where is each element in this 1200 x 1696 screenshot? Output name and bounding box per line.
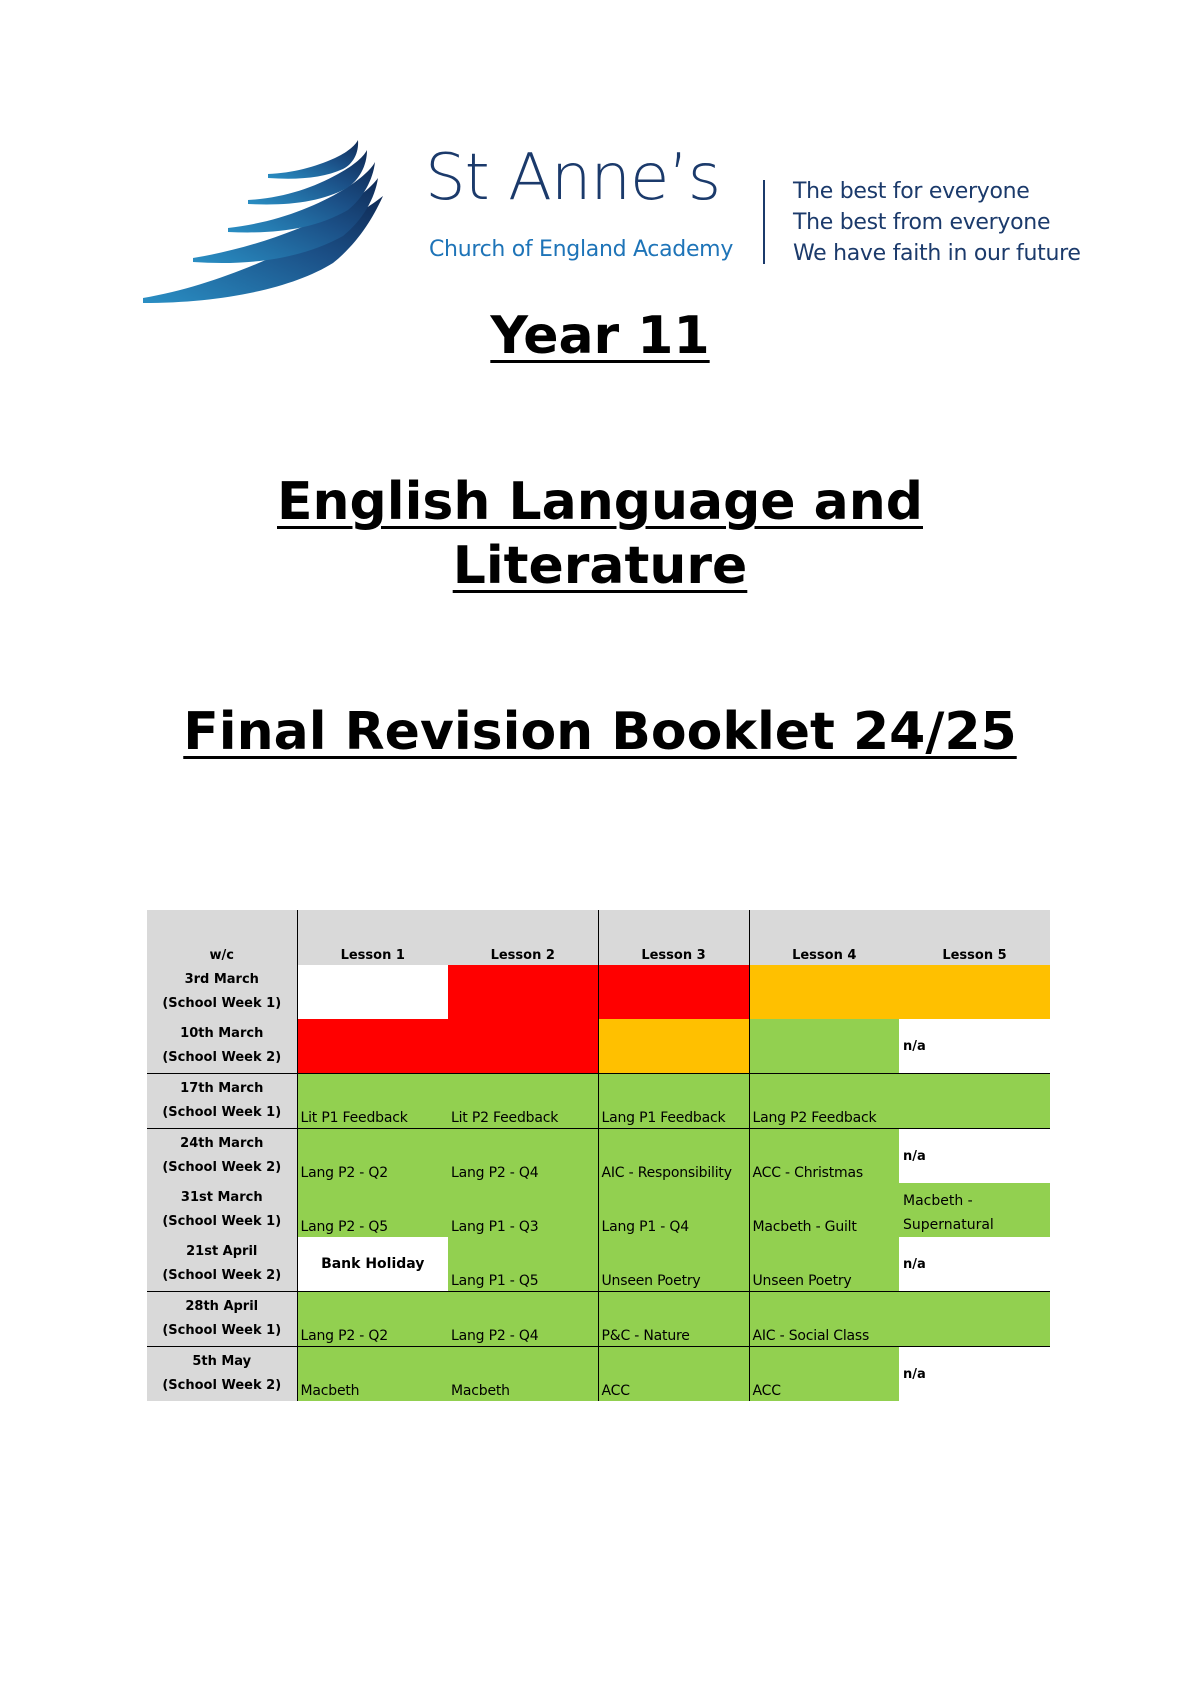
- week-label: (School Week 2): [162, 1160, 282, 1175]
- lesson-cell: Lang P2 - Q5: [297, 1183, 448, 1237]
- lesson-cell: AIC - Social Class: [749, 1292, 899, 1347]
- subject-title-line2: Literature: [452, 536, 748, 596]
- week-label: (School Week 1): [162, 1323, 282, 1338]
- header-lesson-3: Lesson 3: [598, 910, 749, 965]
- lesson-cell: [749, 1019, 899, 1074]
- table-row: [147, 1019, 1050, 1074]
- lesson-cell: Lang P2 - Q2: [297, 1129, 448, 1184]
- lesson-cell: n/a: [899, 1019, 1050, 1074]
- table-row: [147, 965, 1050, 1019]
- logo-mottos: [793, 176, 1081, 269]
- week-date: 10th March: [180, 1026, 264, 1041]
- lesson-cell: n/a: [899, 1237, 1050, 1292]
- lesson-cell: Lang P1 - Q4: [598, 1183, 749, 1237]
- lesson-cell: Unseen Poetry: [598, 1237, 749, 1292]
- lesson-cell: Lang P2 Feedback: [749, 1074, 899, 1129]
- motto-line: We have faith in our future: [793, 241, 1081, 266]
- lesson-cell: Unseen Poetry: [749, 1237, 899, 1292]
- lesson-cell: Lang P1 Feedback: [598, 1074, 749, 1129]
- lesson-cell: Lang P2 - Q4: [448, 1129, 598, 1184]
- lesson-cell: ACC - Christmas: [749, 1129, 899, 1184]
- lesson-cell: Lang P2 - Q4: [448, 1292, 598, 1347]
- week-date: 28th April: [185, 1299, 259, 1314]
- week-cell: [147, 1183, 297, 1237]
- week-date: 5th May: [192, 1354, 252, 1369]
- table-row: [147, 1129, 1050, 1184]
- lesson-cell: ACC: [598, 1347, 749, 1402]
- lesson-cell: Bank Holiday: [297, 1237, 448, 1292]
- table-header-row: [147, 910, 1050, 965]
- school-logo: [143, 138, 1081, 308]
- table-row: [147, 1292, 1050, 1347]
- lesson-cell: Lit P1 Feedback: [297, 1074, 448, 1129]
- lesson-cell: Lit P2 Feedback: [448, 1074, 598, 1129]
- week-label: (School Week 2): [162, 1378, 282, 1393]
- header-lesson-1: Lesson 1: [297, 910, 448, 965]
- table-row: [147, 1237, 1050, 1292]
- lesson-cell: Macbeth - Supernatural: [899, 1183, 1050, 1237]
- week-date: 24th March: [180, 1136, 264, 1151]
- lesson-cell: [297, 1019, 448, 1074]
- motto-line: The best from everyone: [793, 210, 1051, 235]
- week-date: 31st March: [180, 1190, 263, 1205]
- revision-timetable: [147, 910, 1050, 1401]
- subject-title-line1: English Language and: [277, 472, 923, 532]
- booklet-title: Final Revision Booklet 24/25: [183, 702, 1017, 762]
- week-cell: [147, 1074, 297, 1129]
- logo-school-name: St Anne’s: [425, 141, 721, 215]
- table-row: [147, 1347, 1050, 1402]
- lesson-cell: Macbeth: [448, 1347, 598, 1402]
- week-cell: [147, 1292, 297, 1347]
- header-lesson-2: Lesson 2: [448, 910, 598, 965]
- week-date: 17th March: [180, 1081, 264, 1096]
- lesson-cell: [598, 1019, 749, 1074]
- subject-title: [0, 470, 1200, 598]
- week-label: (School Week 2): [162, 1268, 282, 1283]
- week-label: (School Week 2): [162, 1050, 282, 1065]
- lesson-cell: AIC - Responsibility: [598, 1129, 749, 1184]
- lesson-cell: [448, 965, 598, 1019]
- week-cell: [147, 1019, 297, 1074]
- lesson-cell: [297, 965, 448, 1019]
- lesson-cell: Macbeth: [297, 1347, 448, 1402]
- lesson-cell: [899, 965, 1050, 1019]
- motto-line: The best for everyone: [793, 179, 1030, 204]
- week-cell: [147, 1129, 297, 1184]
- sails-logo-icon: [143, 138, 413, 308]
- lesson-cell: [899, 1292, 1050, 1347]
- lesson-cell: [598, 965, 749, 1019]
- lesson-cell: n/a: [899, 1347, 1050, 1402]
- lesson-cell: P&C - Nature: [598, 1292, 749, 1347]
- lesson-cell: [749, 965, 899, 1019]
- header-lesson-5: Lesson 5: [899, 910, 1050, 965]
- week-date: 3rd March: [184, 972, 259, 987]
- week-cell: [147, 965, 297, 1019]
- header-wc: w/c: [147, 910, 297, 965]
- logo-school-subtitle: Church of England Academy: [429, 237, 734, 262]
- lesson-cell: Lang P1 - Q5: [448, 1237, 598, 1292]
- logo-divider: [763, 180, 765, 264]
- week-label: (School Week 1): [162, 1214, 282, 1229]
- header-lesson-4: Lesson 4: [749, 910, 899, 965]
- lesson-cell: Lang P2 - Q2: [297, 1292, 448, 1347]
- week-date: 21st April: [186, 1244, 258, 1259]
- table-row: [147, 1183, 1050, 1237]
- lesson-cell: ACC: [749, 1347, 899, 1402]
- table-row: [147, 1074, 1050, 1129]
- week-label: (School Week 1): [162, 996, 282, 1011]
- week-cell: [147, 1237, 297, 1292]
- week-label: (School Week 1): [162, 1105, 282, 1120]
- lesson-cell: [899, 1074, 1050, 1129]
- week-cell: [147, 1347, 297, 1402]
- lesson-cell: [448, 1019, 598, 1074]
- lesson-cell: n/a: [899, 1129, 1050, 1184]
- year-title: Year 11: [490, 306, 710, 366]
- lesson-cell: Lang P1 - Q3: [448, 1183, 598, 1237]
- lesson-cell: Macbeth - Guilt: [749, 1183, 899, 1237]
